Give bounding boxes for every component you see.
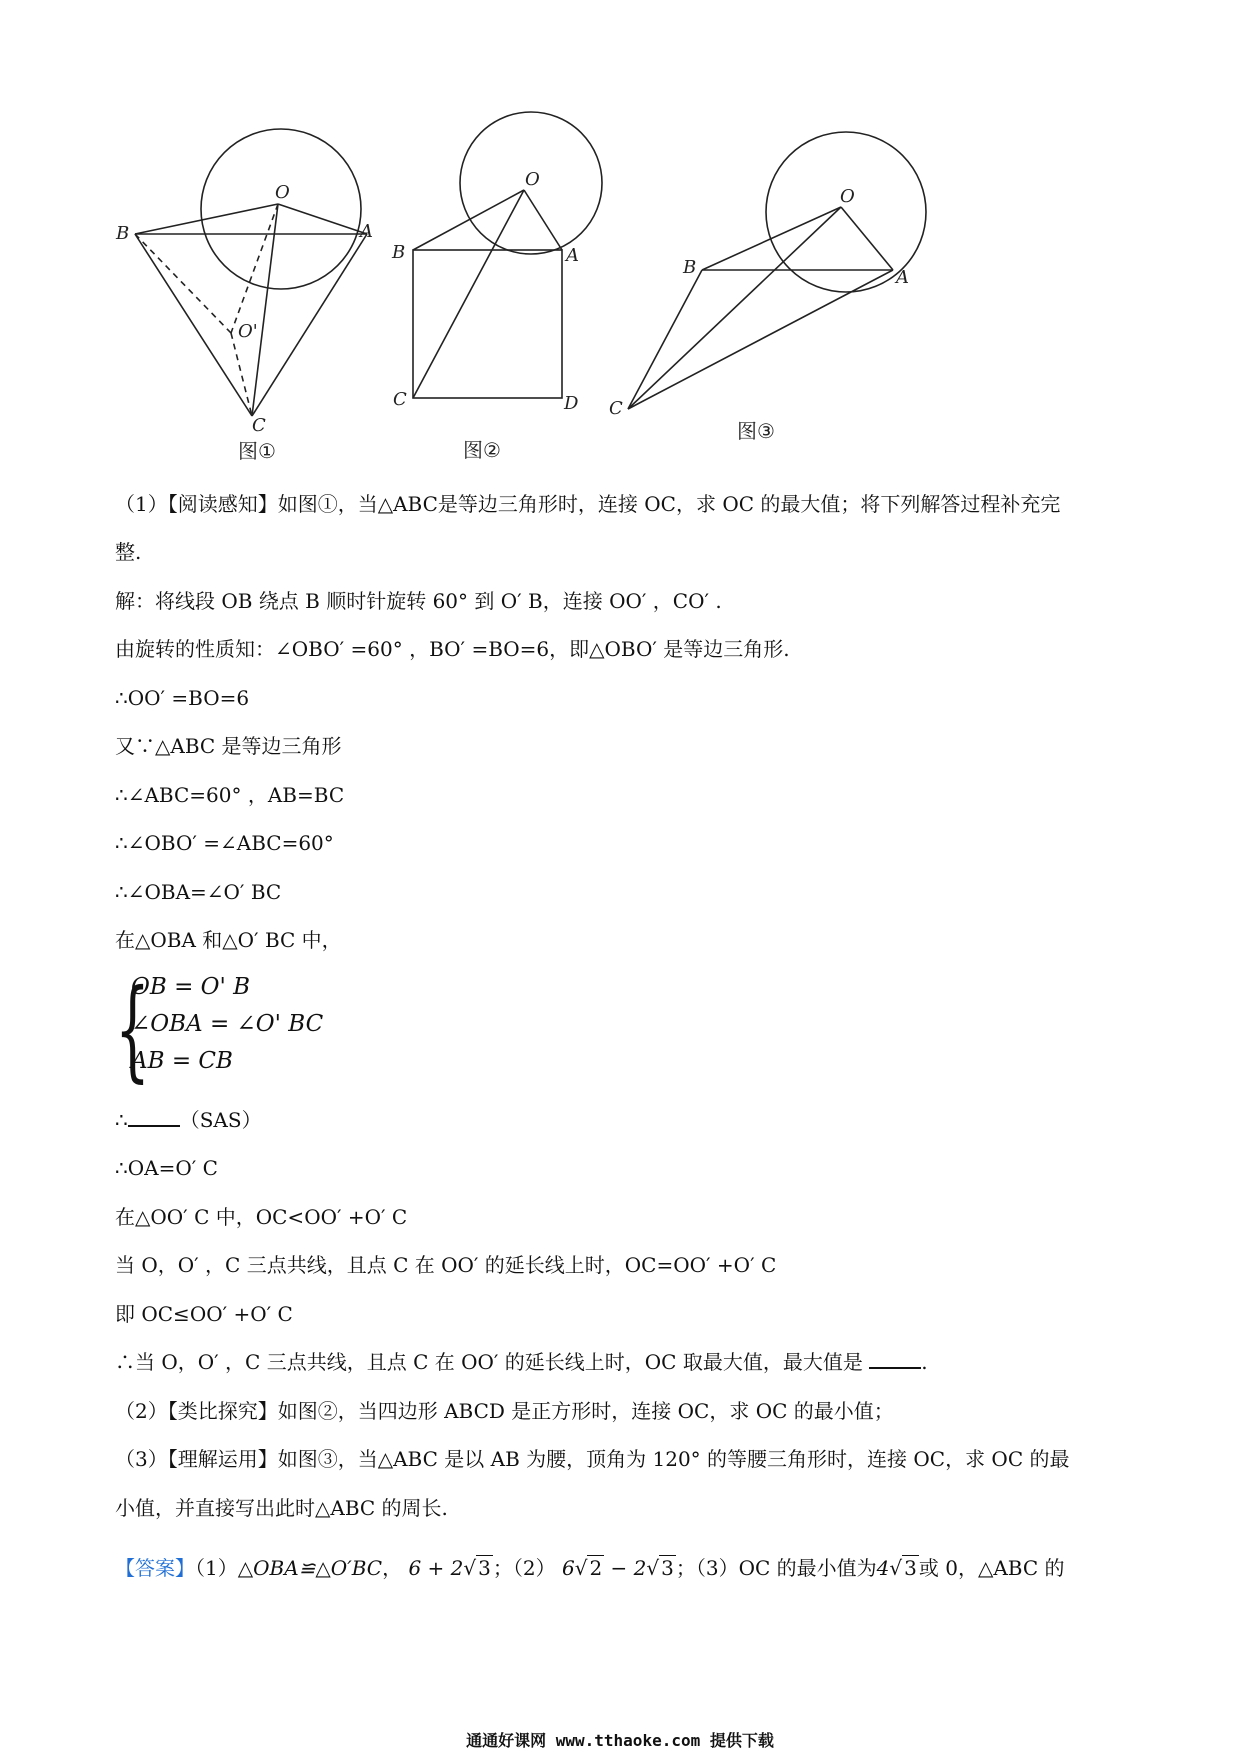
answer-2-mid: − 2 xyxy=(604,1556,647,1580)
condition-1: OB = O' B xyxy=(131,974,251,1000)
fig1-segment-AC xyxy=(252,234,367,416)
question-3-line-a: （3）【理解运用】如图③，当△ABC 是以 AB 为腰，顶角为 120° 的等腰三角形时，连接 OC，求 OC 的最 xyxy=(115,1447,1070,1471)
solution-line-12: 当 O，O′ ，C 三点共线，且点 C 在 OO′ 的延长线上时，OC=OO′ +O′ C xyxy=(115,1253,777,1277)
answer-tag: 【答案】 xyxy=(115,1556,195,1580)
max-value-statement: ∴当 O，O′ ，C 三点共线，且点 C 在 OO′ 的延长线上时，OC 取最大值，最大值是 xyxy=(115,1350,863,1374)
answer-3-radicand: 3 xyxy=(904,1556,917,1580)
solution-line-13: 即 OC≤OO′ +O′ C xyxy=(115,1302,293,1326)
fig2-caption: 图② xyxy=(463,438,501,462)
fig3-segment-OA xyxy=(841,207,893,270)
fig1-segment-OO-prime xyxy=(231,204,278,333)
fill-blank-2 xyxy=(869,1347,921,1369)
fig1-label-O: O xyxy=(275,182,290,203)
question-2: （2）【类比探究】如图②，当四边形 ABCD 是正方形时，连接 OC，求 OC 的最小值； xyxy=(115,1399,894,1423)
fig2-label-B: B xyxy=(392,242,406,263)
solution-line-1: 解：将线段 OB 绕点 B 顺时针旋转 60° 到 O′ B，连接 OO′ ，CO′ . xyxy=(115,589,722,613)
fig1-label-C: C xyxy=(252,415,266,436)
answer-2-radicand-1: 2 xyxy=(589,1556,603,1580)
therefore-symbol: ∴ xyxy=(115,1108,128,1132)
fig2-square xyxy=(413,250,562,398)
solution-line-11: 在△OO′ C 中，OC<OO′ +O′ C xyxy=(115,1205,408,1229)
fig1-caption: 图① xyxy=(238,439,276,463)
answer-part-3-rest: 或 0，△ABC 的 xyxy=(918,1556,1065,1580)
fig3-caption: 图③ xyxy=(737,419,775,443)
question-3-line-b: 小值，并直接写出此时△ABC 的周长. xyxy=(115,1496,448,1520)
answer-part-1-label: （1） xyxy=(195,1556,238,1580)
fig3-segment-BO xyxy=(702,207,841,270)
fig1-segment-O-prime-C xyxy=(231,333,252,416)
fig3-label-A: A xyxy=(896,267,909,288)
solution-line-3: ∴OO′ =BO=6 xyxy=(115,686,250,710)
fig1-label-A: A xyxy=(360,221,373,242)
condition-3: AB = CB xyxy=(131,1048,233,1074)
answer-part-2-label: ；（2） xyxy=(492,1556,556,1580)
figure-3 xyxy=(628,132,926,409)
figure-1 xyxy=(135,129,367,416)
fig1-label-O-prime: O' xyxy=(238,321,258,342)
answer-3-coef: 4 xyxy=(876,1556,890,1580)
fig3-segment-OC xyxy=(628,207,841,409)
solution-line-6: ∴∠OBO′ =∠ABC=60° xyxy=(115,831,334,855)
solution-line-10: ∴OA=O′ C xyxy=(115,1156,218,1180)
answer-2-coef: 6 xyxy=(561,1556,575,1580)
question-1-line-b: 整. xyxy=(115,540,142,564)
solution-line-2: 由旋转的性质知：∠OBO′ =60° ，BO′ =BO=6，即△OBO′ 是等边三角形. xyxy=(115,637,790,661)
question-1-line-a: （1）【阅读感知】如图①，当△ABC是等边三角形时，连接 OC，求 OC 的最大值；将下列解答过程补充完 xyxy=(115,492,1061,516)
answer-2-value: 6√ 2 − 2√ 3 xyxy=(561,1556,674,1580)
congruence-conditions xyxy=(115,965,375,1098)
fig1-segment-OC xyxy=(252,204,278,416)
condition-2: ∠OBA = ∠O' BC xyxy=(131,1011,324,1037)
solution-line-14 xyxy=(115,1347,928,1377)
answer-line xyxy=(115,1553,1065,1583)
answer-separator: ， xyxy=(382,1556,403,1580)
left-brace: { xyxy=(115,965,150,1093)
fig1-circle xyxy=(201,129,361,289)
answer-congruence: △OBA≌△O′BC xyxy=(237,1556,383,1580)
fig1-segment-BO xyxy=(135,204,278,234)
period: . xyxy=(921,1350,928,1374)
fig2-label-A: A xyxy=(566,245,579,266)
fig1-label-B: B xyxy=(116,223,130,244)
answer-part-3-label: ；（3）OC 的最小值为 xyxy=(675,1556,877,1580)
solution-line-7: ∴∠OBA=∠O′ BC xyxy=(115,880,282,904)
solution-line-5: ∴∠ABC=60° ，AB=BC xyxy=(115,783,345,807)
fig3-label-B: B xyxy=(683,257,697,278)
geometry-figures xyxy=(0,0,1240,470)
answer-1-coef: 6 + 2 xyxy=(408,1556,464,1580)
fig2-segment-OC xyxy=(413,190,524,398)
solution-line-8: 在△OBA 和△O′ BC 中， xyxy=(115,928,342,952)
fill-blank-1 xyxy=(128,1105,180,1127)
fig3-segment-AC xyxy=(628,270,893,409)
answer-2-radicand-2: 3 xyxy=(661,1556,674,1580)
fig2-segment-OA xyxy=(524,190,562,250)
fig1-segment-OA xyxy=(278,204,367,234)
sas-label: （SAS） xyxy=(179,1108,262,1132)
fig2-label-C: C xyxy=(393,389,407,410)
solution-line-9 xyxy=(115,1105,262,1135)
solution-line-4: 又∵△ABC 是等边三角形 xyxy=(115,734,342,758)
fig1-segment-BO-prime xyxy=(135,234,231,333)
fig3-segment-BC xyxy=(628,270,702,409)
fig3-label-C: C xyxy=(609,398,623,419)
fig1-segment-BC xyxy=(135,234,252,416)
answer-1-value: 6 + 2√ 3 xyxy=(408,1556,491,1580)
fig2-label-O: O xyxy=(525,169,540,190)
fig2-label-D: D xyxy=(564,393,579,414)
answer-3-value: 4√ 3 xyxy=(876,1556,917,1580)
fig3-label-O: O xyxy=(840,186,855,207)
footer-source: 通通好课网 www.tthaoke.com 提供下载 xyxy=(466,1731,774,1750)
answer-1-radicand: 3 xyxy=(478,1556,491,1580)
